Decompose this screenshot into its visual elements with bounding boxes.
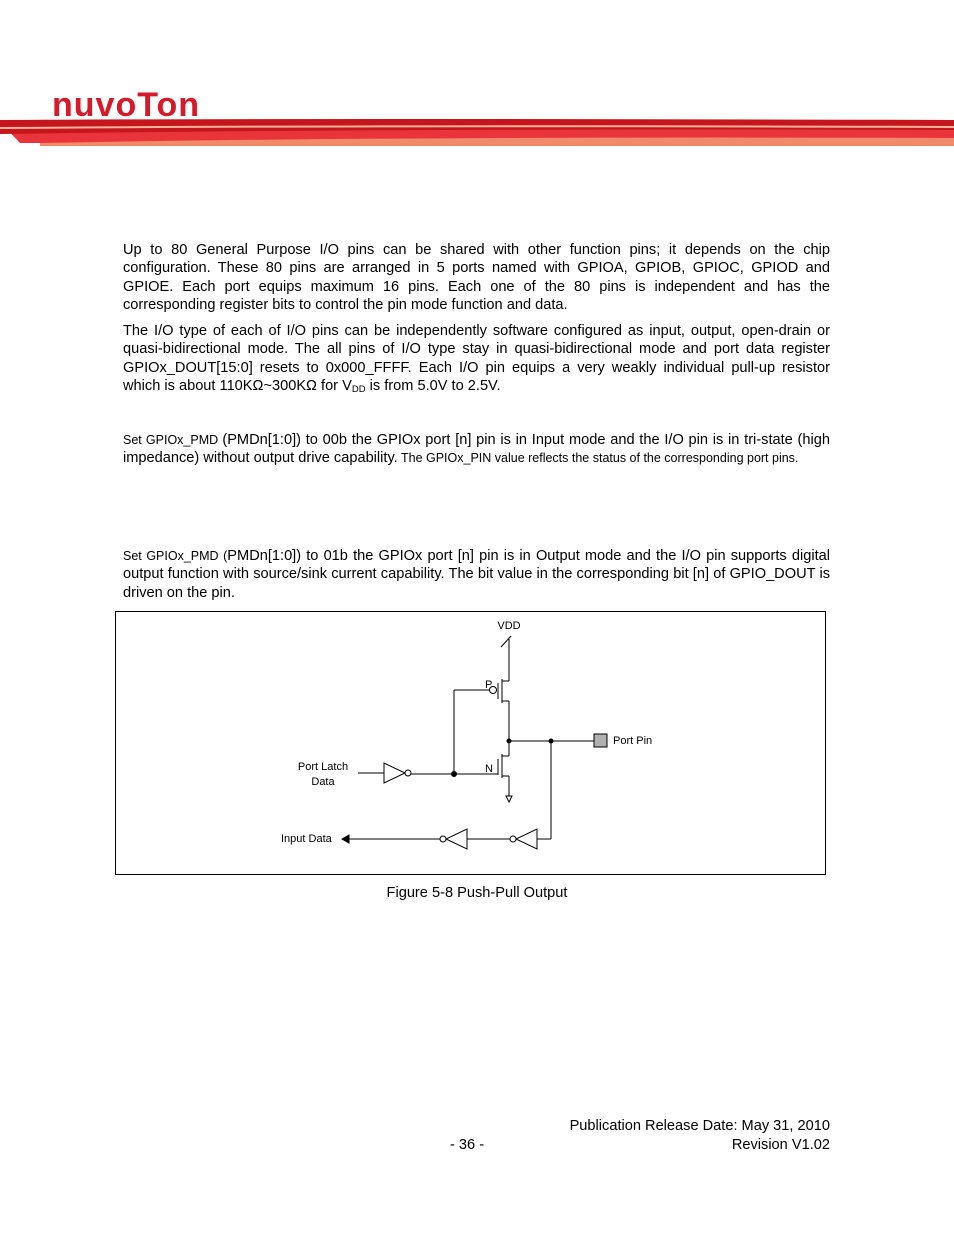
port-pin-square [594, 734, 607, 747]
latch-inverter-icon [384, 763, 405, 783]
input-buffer-1-icon [516, 829, 537, 849]
p-label: P [485, 679, 493, 691]
input-buffer-2-bubble [440, 836, 446, 842]
input-mode-suffix: The GPIOx_PIN value reflects the status of the corresponding port pins. [397, 451, 799, 466]
io-type-text: The I/O type of each of I/O pins can be independently software configured as input, output, open-drain or quasi-bidirectional mode. The all pins of I/O type stay in quasi-bidirectional mode and port data register GPIOx_DOUT[15:0] resets to 0x000_FFFF. Each I/O pin equips a very weakly individual pull-up resistor which is about 110KΩ~300KΩ for V [123, 323, 830, 394]
port-latch-data-label: Data [311, 776, 335, 788]
push-pull-diagram [115, 611, 826, 875]
io-type-text-end: is from 5.0V to 2.5V. [365, 377, 501, 394]
output-mode-prefix: Set GPIOx_PMD ( [123, 549, 228, 563]
revision: Revision V1.02 [731, 1137, 830, 1153]
publication-date: Publication Release Date: May 31, 2010 [569, 1118, 830, 1134]
output-mode-text: PMDn[1:0]) to 01b the GPIOx port [n] pin is in Output mode and the I/O pin supports digital output function with source/sink current capability. The bit value in the corresponding bit [n] of GPIO_DOUT is driven on the pin. [123, 548, 830, 601]
output-mode-paragraph [123, 547, 830, 602]
port-latch-label: Port Latch [297, 761, 349, 773]
io-type-paragraph [123, 322, 830, 399]
input-buffer-2-icon [446, 829, 467, 849]
vdd-subscript: DD [351, 383, 366, 395]
page-number: - 36 - [450, 1137, 485, 1153]
input-mode-text: (PMDn[1:0]) to 00b the GPIOx port [n] pin is in Input mode and the I/O pin is in tri-state (high impedance) without output drive capability. [123, 432, 830, 467]
page-header [0, 0, 954, 150]
intro-paragraph: Up to 80 General Purpose I/O pins can be shared with other function pins; it depends on the chip configuration. These 80 pins are arranged in 5 ports named with GPIOA, GPIOB, GPIOC, GPIOD and GPIOE. Each port equips maximum 16 pins. Each one of the 80 pins is independent and has the corresponding register bits to control the pin mode function and data. [123, 242, 830, 313]
input-arrow-icon [342, 835, 349, 843]
port-pin-label: Port Pin [613, 735, 653, 747]
figure-caption: Figure 5-8 Push-Pull Output [386, 885, 568, 901]
ground-icon [506, 796, 512, 802]
push-pull-figure [115, 611, 826, 875]
latch-inverter-bubble [405, 770, 411, 776]
header-band [0, 0, 954, 150]
n-label: N [485, 763, 493, 775]
company-logo: nuvoTon [52, 86, 200, 124]
input-mode-prefix: Set GPIOx_PMD [123, 433, 223, 447]
vdd-label: VDD [497, 620, 521, 632]
input-mode-paragraph [123, 431, 830, 468]
input-data-label: Input Data [281, 833, 332, 845]
input-buffer-1-bubble [510, 836, 516, 842]
